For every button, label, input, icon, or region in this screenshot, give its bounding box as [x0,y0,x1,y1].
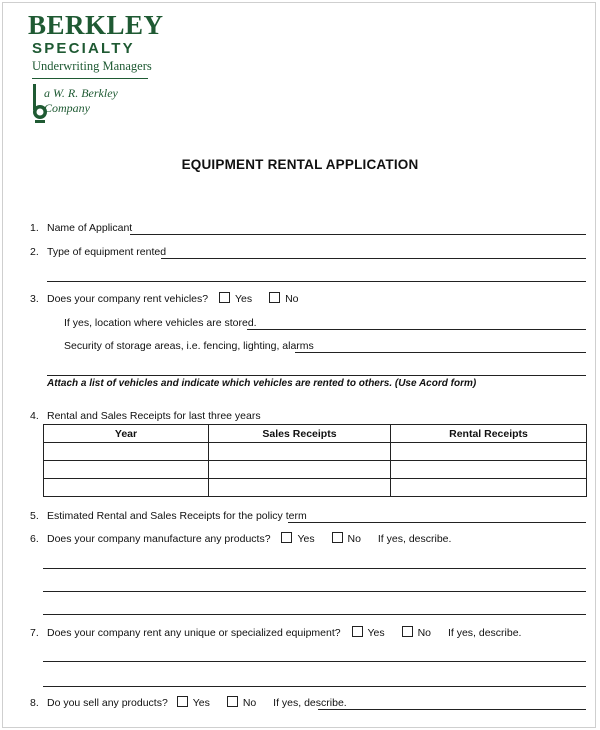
q6-question [47,532,451,546]
q3-question [47,292,299,306]
table-row [44,461,587,479]
q8-yes-option[interactable] [177,697,210,709]
table-row [44,443,587,461]
q3-number: 3. [30,293,39,305]
estimated-receipts-field[interactable] [288,522,586,523]
q6-yes-checkbox[interactable] [281,532,292,543]
logo-berkley: BERKLEY [28,10,164,40]
q8-no-label: No [242,697,257,709]
logo-parent-company: a W. R. Berkley Company [44,86,118,115]
vehicle-location-field[interactable] [247,329,586,330]
equipment-type-field[interactable] [161,258,586,259]
q6-yes-option[interactable] [281,533,314,545]
q4-number: 4. [30,410,39,422]
q7-yes-label: Yes [367,627,385,639]
q6-describe-line1[interactable] [43,568,586,569]
receipts-table-header [44,425,587,443]
q8-describe-field[interactable] [318,709,586,710]
column-year: Year [44,425,209,443]
q7-yes-checkbox[interactable] [352,626,363,637]
q6-label: Does your company manufacture any products? [47,533,271,545]
q3-yes-checkbox[interactable] [219,292,230,303]
logo-rule [32,78,148,79]
table-cell[interactable] [209,443,391,461]
table-cell[interactable] [391,461,587,479]
q7-no-option[interactable] [402,627,431,639]
q8-yes-label: Yes [192,697,210,709]
q7-describe-line2[interactable] [43,686,586,687]
attach-vehicles-note: Attach a list of vehicles and indicate which vehicles are rented to others. (Use Acord form) [47,378,477,389]
q2-label: Type of equipment rented [47,246,167,258]
table-cell[interactable] [391,479,587,497]
q7-no-label: No [417,627,432,639]
q7-question [47,626,521,640]
company-logo [28,10,164,115]
q6-no-option[interactable] [332,533,361,545]
q8-question [47,696,347,710]
storage-security-field[interactable] [295,352,586,353]
q7-no-checkbox[interactable] [402,626,413,637]
logo-underwriting: Underwriting Managers [32,59,152,73]
equipment-type-field-line2[interactable] [47,281,586,282]
q8-number: 8. [30,697,39,709]
q3-yes-option[interactable] [219,293,252,305]
q1-label: Name of Applicant [47,222,133,234]
receipts-table [43,424,587,497]
q7-yes-option[interactable] [352,627,385,639]
table-cell[interactable] [44,479,209,497]
q3-yes-label: Yes [235,293,253,305]
table-cell[interactable] [209,461,391,479]
form-title: EQUIPMENT RENTAL APPLICATION [181,157,419,172]
q8-describe-label: If yes, describe. [273,697,347,709]
q1-number: 1. [30,222,39,234]
table-cell[interactable] [209,479,391,497]
applicant-name-field[interactable] [130,234,586,235]
q6-describe-line2[interactable] [43,591,586,592]
logo-specialty: SPECIALTY [32,40,135,57]
table-cell[interactable] [44,461,209,479]
q3-sub1-label: If yes, location where vehicles are stored. [64,317,257,329]
table-row [44,479,587,497]
q3-no-label: No [285,293,299,305]
q7-describe-label: If yes, describe. [447,627,522,639]
q3-no-checkbox[interactable] [269,292,280,303]
q6-no-checkbox[interactable] [332,532,343,543]
q4-label: Rental and Sales Receipts for last three years [47,410,261,422]
q8-no-option[interactable] [227,697,256,709]
column-rental-receipts: Rental Receipts [391,425,587,443]
q8-yes-checkbox[interactable] [177,696,188,707]
q6-no-label: No [347,533,361,545]
storage-security-field-line2[interactable] [47,375,586,376]
q3-no-option[interactable] [269,293,298,305]
table-cell[interactable] [391,443,587,461]
q8-no-checkbox[interactable] [227,696,238,707]
q2-number: 2. [30,246,39,258]
q5-number: 5. [30,510,39,522]
column-sales-receipts: Sales Receipts [209,425,391,443]
q3-label: Does your company rent vehicles? [47,293,209,305]
q6-describe-line3[interactable] [43,614,586,615]
q3-sub2-label: Security of storage areas, i.e. fencing, lighting, alarms [64,340,314,352]
table-cell[interactable] [44,443,209,461]
q6-describe-label: If yes, describe. [377,533,452,545]
q6-yes-label: Yes [297,533,315,545]
q5-label: Estimated Rental and Sales Receipts for the policy term [47,510,307,522]
q7-label: Does your company rent any unique or specialized equipment? [47,627,341,639]
q7-describe-line1[interactable] [43,661,586,662]
q6-number: 6. [30,533,39,545]
q8-label: Do you sell any products? [47,697,168,709]
q7-number: 7. [30,627,39,639]
